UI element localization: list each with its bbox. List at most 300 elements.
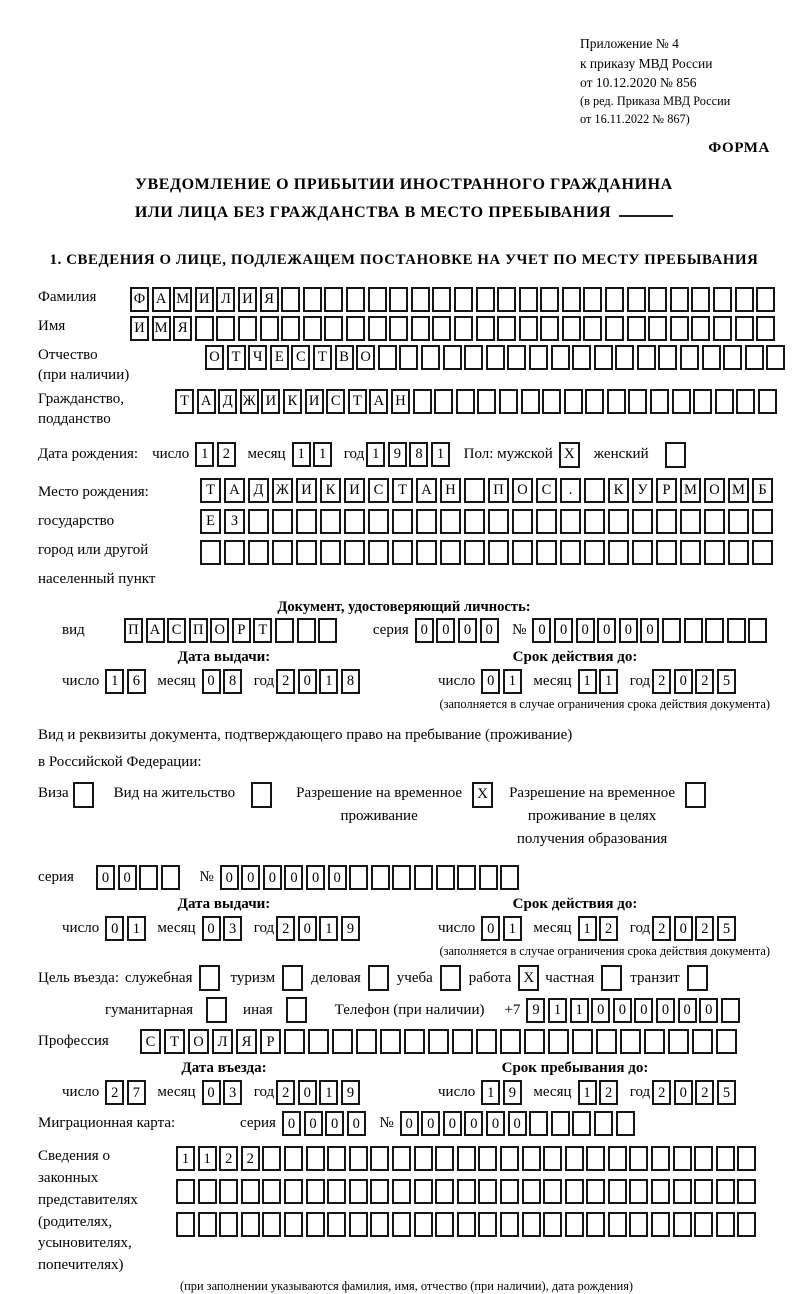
char-cell [327,1146,346,1171]
char-cell [306,1212,325,1237]
char-cell [454,316,473,341]
char-cell [584,478,605,503]
char-cell: 2 [695,1080,714,1105]
char-cell [457,1146,476,1171]
char-cell [529,1111,548,1136]
month-label: месяц [157,920,196,937]
identity-date-headers [38,649,770,666]
char-cell [628,389,647,414]
char-cell: 1 [578,1080,597,1105]
char-cell [713,316,732,341]
char-cell: И [130,316,149,341]
char-cell [411,316,430,341]
char-cell [488,540,509,565]
month-cells [578,669,621,694]
char-cell [715,389,734,414]
char-cell [627,287,646,312]
birth-place-label-line2: государство [38,512,115,529]
char-cell [497,287,516,312]
char-cell: Т [175,389,194,414]
char-cell [716,1179,735,1204]
char-cell [565,1179,584,1204]
char-cell: М [173,287,192,312]
year-cells [276,669,362,694]
char-cell: 2 [599,916,618,941]
char-cell: Н [440,478,461,503]
char-cell [349,865,368,890]
residence-expiry-note: (заполняется в случае ограничения срока действия документа) [439,944,770,959]
char-cell [414,1212,433,1237]
char-cell [500,1212,519,1237]
char-cell [344,540,365,565]
char-cell [752,540,773,565]
char-cell [716,1146,735,1171]
visa-label: Виза [38,784,69,801]
appendix-line: к приказу МВД России [580,55,713,71]
char-cell [586,1212,605,1237]
purpose-business: деловая [311,965,389,991]
visit-purpose-row2 [38,997,770,1023]
char-cell [766,345,785,370]
char-cell [416,509,437,534]
residence-number-cells [220,865,522,890]
residence-number-label: № [199,869,214,886]
citizenship-label [38,389,175,430]
char-cell [519,316,538,341]
char-cell [479,865,498,890]
char-cell [260,316,279,341]
char-cell [692,1029,713,1054]
year-cells [652,669,738,694]
char-cell [457,865,476,890]
char-cell: О [188,1029,209,1054]
char-cell [651,1179,670,1204]
representatives-row [38,1146,770,1277]
char-cell [584,540,605,565]
char-cell [737,1212,756,1237]
char-cell [543,1212,562,1237]
char-cell: 9 [388,442,407,467]
char-cell [629,1146,648,1171]
char-cell [284,1146,303,1171]
char-cell: С [291,345,310,370]
birth-place-row [38,478,770,595]
patronymic-label-line2: (при наличии) [38,366,130,383]
char-cell [296,509,317,534]
char-cell [512,540,533,565]
char-cell [200,540,221,565]
char-cell [306,1146,325,1171]
char-cell [704,509,725,534]
day-cells [481,1080,524,1105]
birth-date-label: Дата рождения: [38,446,139,463]
char-cell [542,389,561,414]
char-cell: А [197,389,216,414]
char-cell [392,509,413,534]
identity-series-label: серия [372,621,409,638]
char-cell: 0 [241,865,260,890]
residence-issue-head: Дата выдачи: [177,896,271,913]
char-cell [748,618,767,643]
appendix-line: Приложение № 4 [580,36,679,51]
char-cell: 0 [421,1111,440,1136]
char-cell: В [335,345,354,370]
char-cell [327,1212,346,1237]
char-cell [670,287,689,312]
char-cell [320,509,341,534]
residence-series-cells [96,865,182,890]
char-cell [308,1029,329,1054]
char-cell [629,1212,648,1237]
char-cell [161,865,180,890]
stay-dates-row [38,1080,770,1105]
char-cell: Я [260,287,279,312]
char-cell [370,1212,389,1237]
char-cell: 1 [366,442,385,467]
char-cell [543,1179,562,1204]
appendix-line: от 10.12.2020 № 856 [580,75,697,91]
char-cell [176,1212,195,1237]
char-cell [500,1146,519,1171]
sex-label: Пол: мужской [463,446,553,463]
char-cell [721,998,740,1023]
char-cell: 3 [223,916,242,941]
char-cell: 0 [263,865,282,890]
char-cell [392,1179,411,1204]
year-cells [652,916,738,941]
char-cell: 2 [217,442,236,467]
char-cell: 1 [313,442,332,467]
char-cell: . [560,478,581,503]
char-cell [296,540,317,565]
entry-date [38,1080,410,1105]
char-cell [605,316,624,341]
char-cell: У [632,478,653,503]
char-cell: 0 [532,618,551,643]
char-cell: 0 [284,865,303,890]
char-cell [548,1029,569,1054]
char-cell: Т [348,389,367,414]
profession-label: Профессия [38,1033,109,1050]
char-cell [727,618,746,643]
char-cell: 9 [341,916,360,941]
appendix-block [580,34,770,128]
char-cell [262,1179,281,1204]
char-cell [346,287,365,312]
char-cell [662,618,681,643]
char-cell: 0 [508,1111,527,1136]
char-cell [560,540,581,565]
phone-label: Телефон (при наличии) [334,1001,485,1018]
char-cell [673,1212,692,1237]
char-cell [346,316,365,341]
char-cell: А [224,478,245,503]
char-cell [428,1029,449,1054]
char-cell [435,1146,454,1171]
char-cell [756,316,775,341]
month-cells [578,1080,621,1105]
char-cell [551,1111,570,1136]
char-cell: 0 [220,865,239,890]
year-label: год [629,1084,651,1101]
day-label: число [438,672,476,689]
representatives-cells-row1 [176,1146,759,1171]
char-cell [262,1146,281,1171]
residence-series-row [38,865,770,890]
purpose-private-checkbox [601,965,622,991]
char-cell: С [536,478,557,503]
char-cell: М [680,478,701,503]
char-cell [457,1179,476,1204]
char-cell [522,1179,541,1204]
char-cell: 1 [319,1080,338,1105]
char-cell [404,1029,425,1054]
identity-type-cells [124,618,340,643]
char-cell [464,509,485,534]
char-cell [457,1212,476,1237]
char-cell [368,540,389,565]
char-cell [436,865,455,890]
char-cell: 1 [127,916,146,941]
year-cells [276,1080,362,1105]
profession-cells [140,1029,740,1054]
char-cell [488,509,509,534]
migration-card-label: Миграционная карта: [38,1115,176,1132]
char-cell: 1 [578,916,597,941]
char-cell: Н [391,389,410,414]
char-cell [349,1179,368,1204]
char-cell [392,1212,411,1237]
char-cell [432,287,451,312]
char-cell: 0 [678,998,697,1023]
char-cell [380,1029,401,1054]
char-cell: А [369,389,388,414]
residence-expiry-head: Срок действия до: [512,896,638,913]
char-cell: С [140,1029,161,1054]
residence-permit-option [114,782,272,808]
char-cell: 0 [202,669,221,694]
char-cell [551,345,570,370]
char-cell [378,345,397,370]
char-cell [522,1212,541,1237]
char-cell [737,1179,756,1204]
form-title [38,171,770,225]
year-label: год [343,446,365,463]
char-cell [616,1111,635,1136]
char-cell [368,316,387,341]
char-cell: 0 [554,618,573,643]
month-cells [202,1080,245,1105]
char-cell: 0 [325,1111,344,1136]
char-cell: 0 [597,618,616,643]
char-cell [673,1146,692,1171]
char-cell [198,1179,217,1204]
char-cell [416,540,437,565]
char-cell [694,1146,713,1171]
char-cell [478,1212,497,1237]
char-cell [195,316,214,341]
char-cell: 2 [695,669,714,694]
month-label: месяц [533,1084,572,1101]
char-cell [583,316,602,341]
char-cell: М [152,316,171,341]
char-cell [332,1029,353,1054]
char-cell: К [283,389,302,414]
char-cell: И [261,389,280,414]
day-cells [105,1080,148,1105]
char-cell [248,540,269,565]
char-cell: 2 [276,1080,295,1105]
char-cell [608,1179,627,1204]
char-cell [392,540,413,565]
char-cell: Ж [240,389,259,414]
char-cell: 0 [282,1111,301,1136]
char-cell [608,1146,627,1171]
birth-place-cells-row2 [200,509,776,534]
char-cell: 0 [464,1111,483,1136]
char-cell: 1 [599,669,618,694]
char-cell: Р [656,478,677,503]
identity-issue-date [38,669,410,694]
char-cell: 1 [198,1146,217,1171]
birth-place-label-line4: населенный пункт [38,571,156,588]
identity-expiry-date [410,669,770,694]
char-cell: И [344,478,365,503]
char-cell: Т [392,478,413,503]
purpose-humanitarian: гуманитарная [105,997,227,1023]
char-cell [262,1212,281,1237]
char-cell [691,287,710,312]
char-cell [656,509,677,534]
char-cell [536,540,557,565]
day-label: число [62,1084,100,1101]
char-cell [615,345,634,370]
visa-option [38,782,94,808]
char-cell: 0 [202,916,221,941]
char-cell: 0 [699,998,718,1023]
char-cell: 1 [431,442,450,467]
birth-place-label-line1: Место рождения: [38,483,149,500]
char-cell [737,1146,756,1171]
char-cell [680,509,701,534]
char-cell [680,540,701,565]
birth-year-cells [366,442,452,467]
char-cell [219,1212,238,1237]
char-cell [519,287,538,312]
residence-series-label: серия [38,869,74,886]
residence-permit-checkbox [251,782,272,808]
char-cell [651,1212,670,1237]
char-cell [413,389,432,414]
char-cell [421,345,440,370]
residence-date-headers [38,896,770,913]
migration-series-label: серия [240,1115,276,1132]
profession-row [38,1029,770,1054]
char-cell [632,509,653,534]
char-cell [694,1212,713,1237]
char-cell: Л [212,1029,233,1054]
char-cell: 0 [202,1080,221,1105]
char-cell [368,287,387,312]
char-cell [248,509,269,534]
identity-expiry-head: Срок действия до: [512,648,638,665]
char-cell: Ч [248,345,267,370]
char-cell [435,1212,454,1237]
month-label: месяц [157,672,196,689]
char-cell: 2 [652,669,671,694]
surname-label: Фамилия [38,288,97,305]
purpose-study: учеба [397,965,461,991]
char-cell [572,1111,591,1136]
char-cell: 3 [223,1080,242,1105]
char-cell: П [124,618,143,643]
char-cell: А [146,618,165,643]
day-label: число [62,672,100,689]
char-cell: С [368,478,389,503]
residence-doc-options [38,782,770,852]
char-cell [594,345,613,370]
char-cell: Р [260,1029,281,1054]
char-cell [284,1212,303,1237]
sex-male-checkbox: X [559,442,580,468]
phone-prefix: +7 [504,1001,521,1018]
char-cell [272,509,293,534]
char-cell: 1 [195,442,214,467]
char-cell [139,865,158,890]
month-cells [578,916,621,941]
visa-checkbox [73,782,94,808]
char-cell: 0 [481,669,500,694]
char-cell [562,316,581,341]
char-cell [443,345,462,370]
sex-female-checkbox [665,442,686,468]
char-cell [500,1179,519,1204]
char-cell: 0 [613,998,632,1023]
given-name-label: Имя [38,317,66,334]
char-cell [414,865,433,890]
purpose-humanitarian-checkbox [206,997,227,1023]
residence-issue-date [38,916,410,941]
char-cell [389,287,408,312]
patronymic-row [38,345,770,386]
year-label: год [253,920,275,937]
char-cell [756,287,775,312]
char-cell [284,1179,303,1204]
char-cell [637,345,656,370]
char-cell [454,287,473,312]
phone-cells [526,998,742,1023]
citizenship-row [38,389,770,430]
sex-female-label: женский [593,446,649,463]
char-cell [370,1179,389,1204]
char-cell: Ф [130,287,149,312]
char-cell: 5 [717,1080,736,1105]
char-cell [303,316,322,341]
identity-type-label: вид [62,621,85,638]
char-cell: 6 [127,669,146,694]
month-label: месяц [533,920,572,937]
char-cell [529,345,548,370]
char-cell [564,389,583,414]
char-cell [478,1179,497,1204]
char-cell [324,287,343,312]
char-cell: З [224,509,245,534]
visit-purpose-label: Цель въезда: [38,969,119,986]
char-cell: Ж [272,478,293,503]
day-label: число [438,920,476,937]
edition-line: (в ред. Приказа МВД России [580,93,731,108]
char-cell: Я [173,316,192,341]
